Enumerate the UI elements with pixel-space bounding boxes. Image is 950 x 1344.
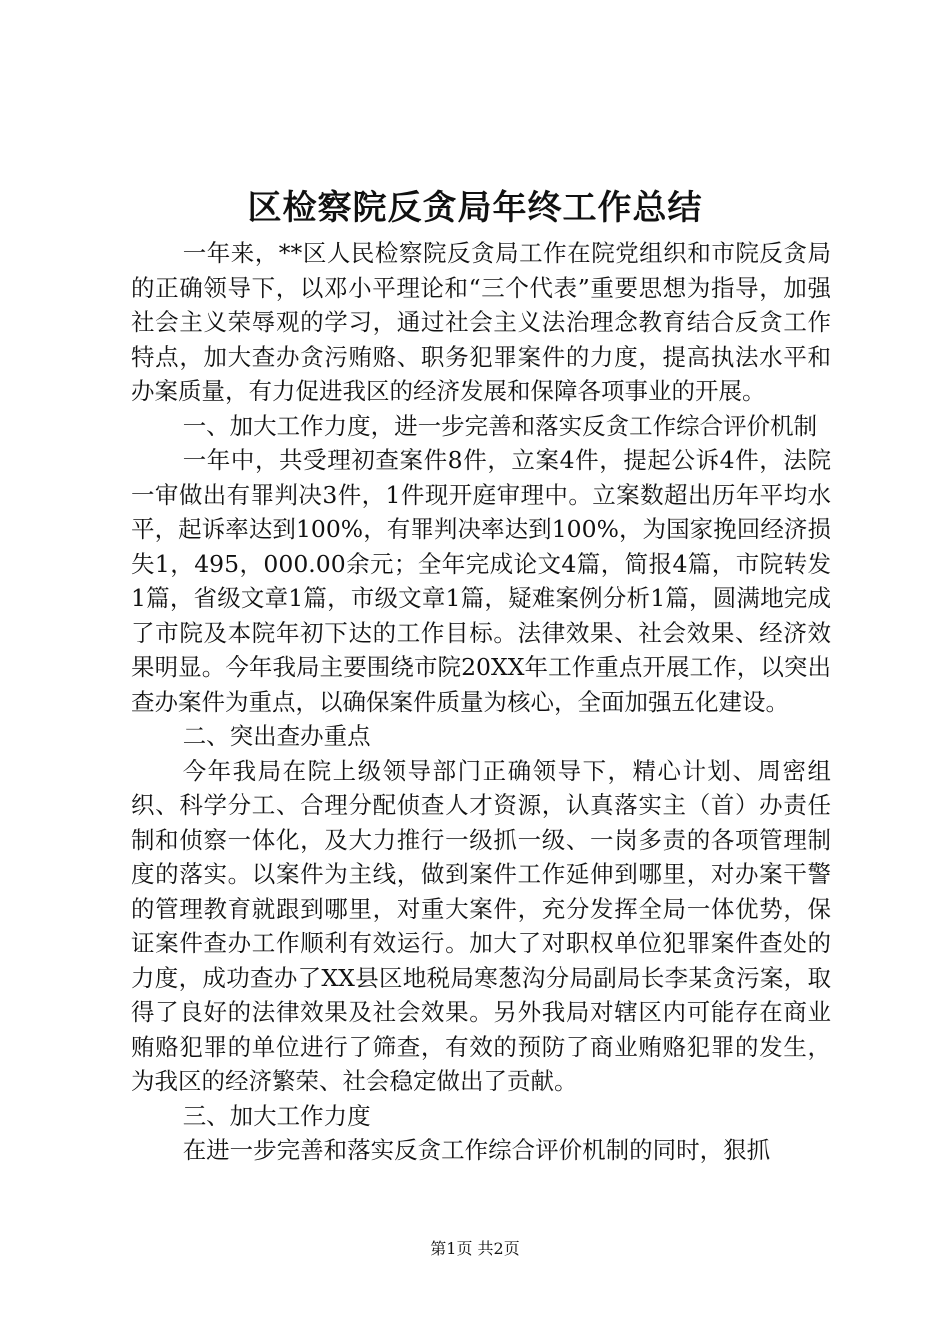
section-heading-1: 一、加大工作力度，进一步完善和落实反贪工作综合评价机制 bbox=[182, 411, 818, 440]
document-body bbox=[131, 236, 831, 1168]
paragraph-section-3: 在进一步完善和落实反贪工作综合评价机制的同时，狠抓 bbox=[182, 1136, 771, 1164]
paragraph-section-2: 今年我局在院上级领导部门正确领导下，精心计划、周密组织、科学分工、合理分配侦查人才资源，认真落实主（首）办责任制和侦察一体化，及大力推行一级抓一级、一岗多责的各项管理制度的落实。以案件为主线，做到案件工作延伸到哪里，对办案干警的管理教育就跟到哪里，对重大案件，充分发挥全局一体优势，保证案件查办工作顺利有效运行。加大了对职权单位犯罪案件查处的力度，成功查办了XX县区地税局寒葱沟分局副局长李某贪污案，取得了良好的法律效果及社会效果。另外我局对辖区内可能存在商业贿赂犯罪的单位进行了筛查，有效的预防了商业贿赂犯罪的发生，为我区的经济繁荣、社会稳定做出了贡献。 bbox=[131, 756, 831, 1095]
paragraph-section-1: 一年中，共受理初查案件8件，立案4件，提起公诉4件，法院一审做出有罪判决3件，1件现开庭审理中。立案数超出历年平均水平，起诉率达到100%，有罪判决率达到100%，为国家挽回经济损失1，495，000.00余元；全年完成论文4篇，简报4篇，市院转发1篇，省级文章1篇，市级文章1篇，疑难案例分析1篇，圆满地完成了市院及本院年初下达的工作目标。法律效果、社会效果、经济效果明显。今年我局主要围绕市院20XX年工作重点开展工作，以突出查办案件为重点，以确保案件质量为核心，全面加强五化建设。 bbox=[131, 446, 831, 716]
document-title: 区检察院反贪局年终工作总结 bbox=[247, 188, 703, 228]
paragraph-intro: 一年来，**区人民检察院反贪局工作在院党组织和市院反贪局的正确领导下，以邓小平理论和“三个代表”重要思想为指导，加强社会主义荣辱观的学习，通过社会主义法治理念教育结合反贪工作特点，加大查办贪污贿赂、职务犯罪案件的力度，提高执法水平和办案质量，有力促进我区的经济发展和保障各项事业的开展。 bbox=[131, 239, 831, 405]
section-heading-2: 二、突出查办重点 bbox=[182, 722, 371, 750]
section-heading-3: 三、加大工作力度 bbox=[182, 1101, 371, 1130]
page-footer: 第1页 共2页 bbox=[430, 1239, 520, 1258]
